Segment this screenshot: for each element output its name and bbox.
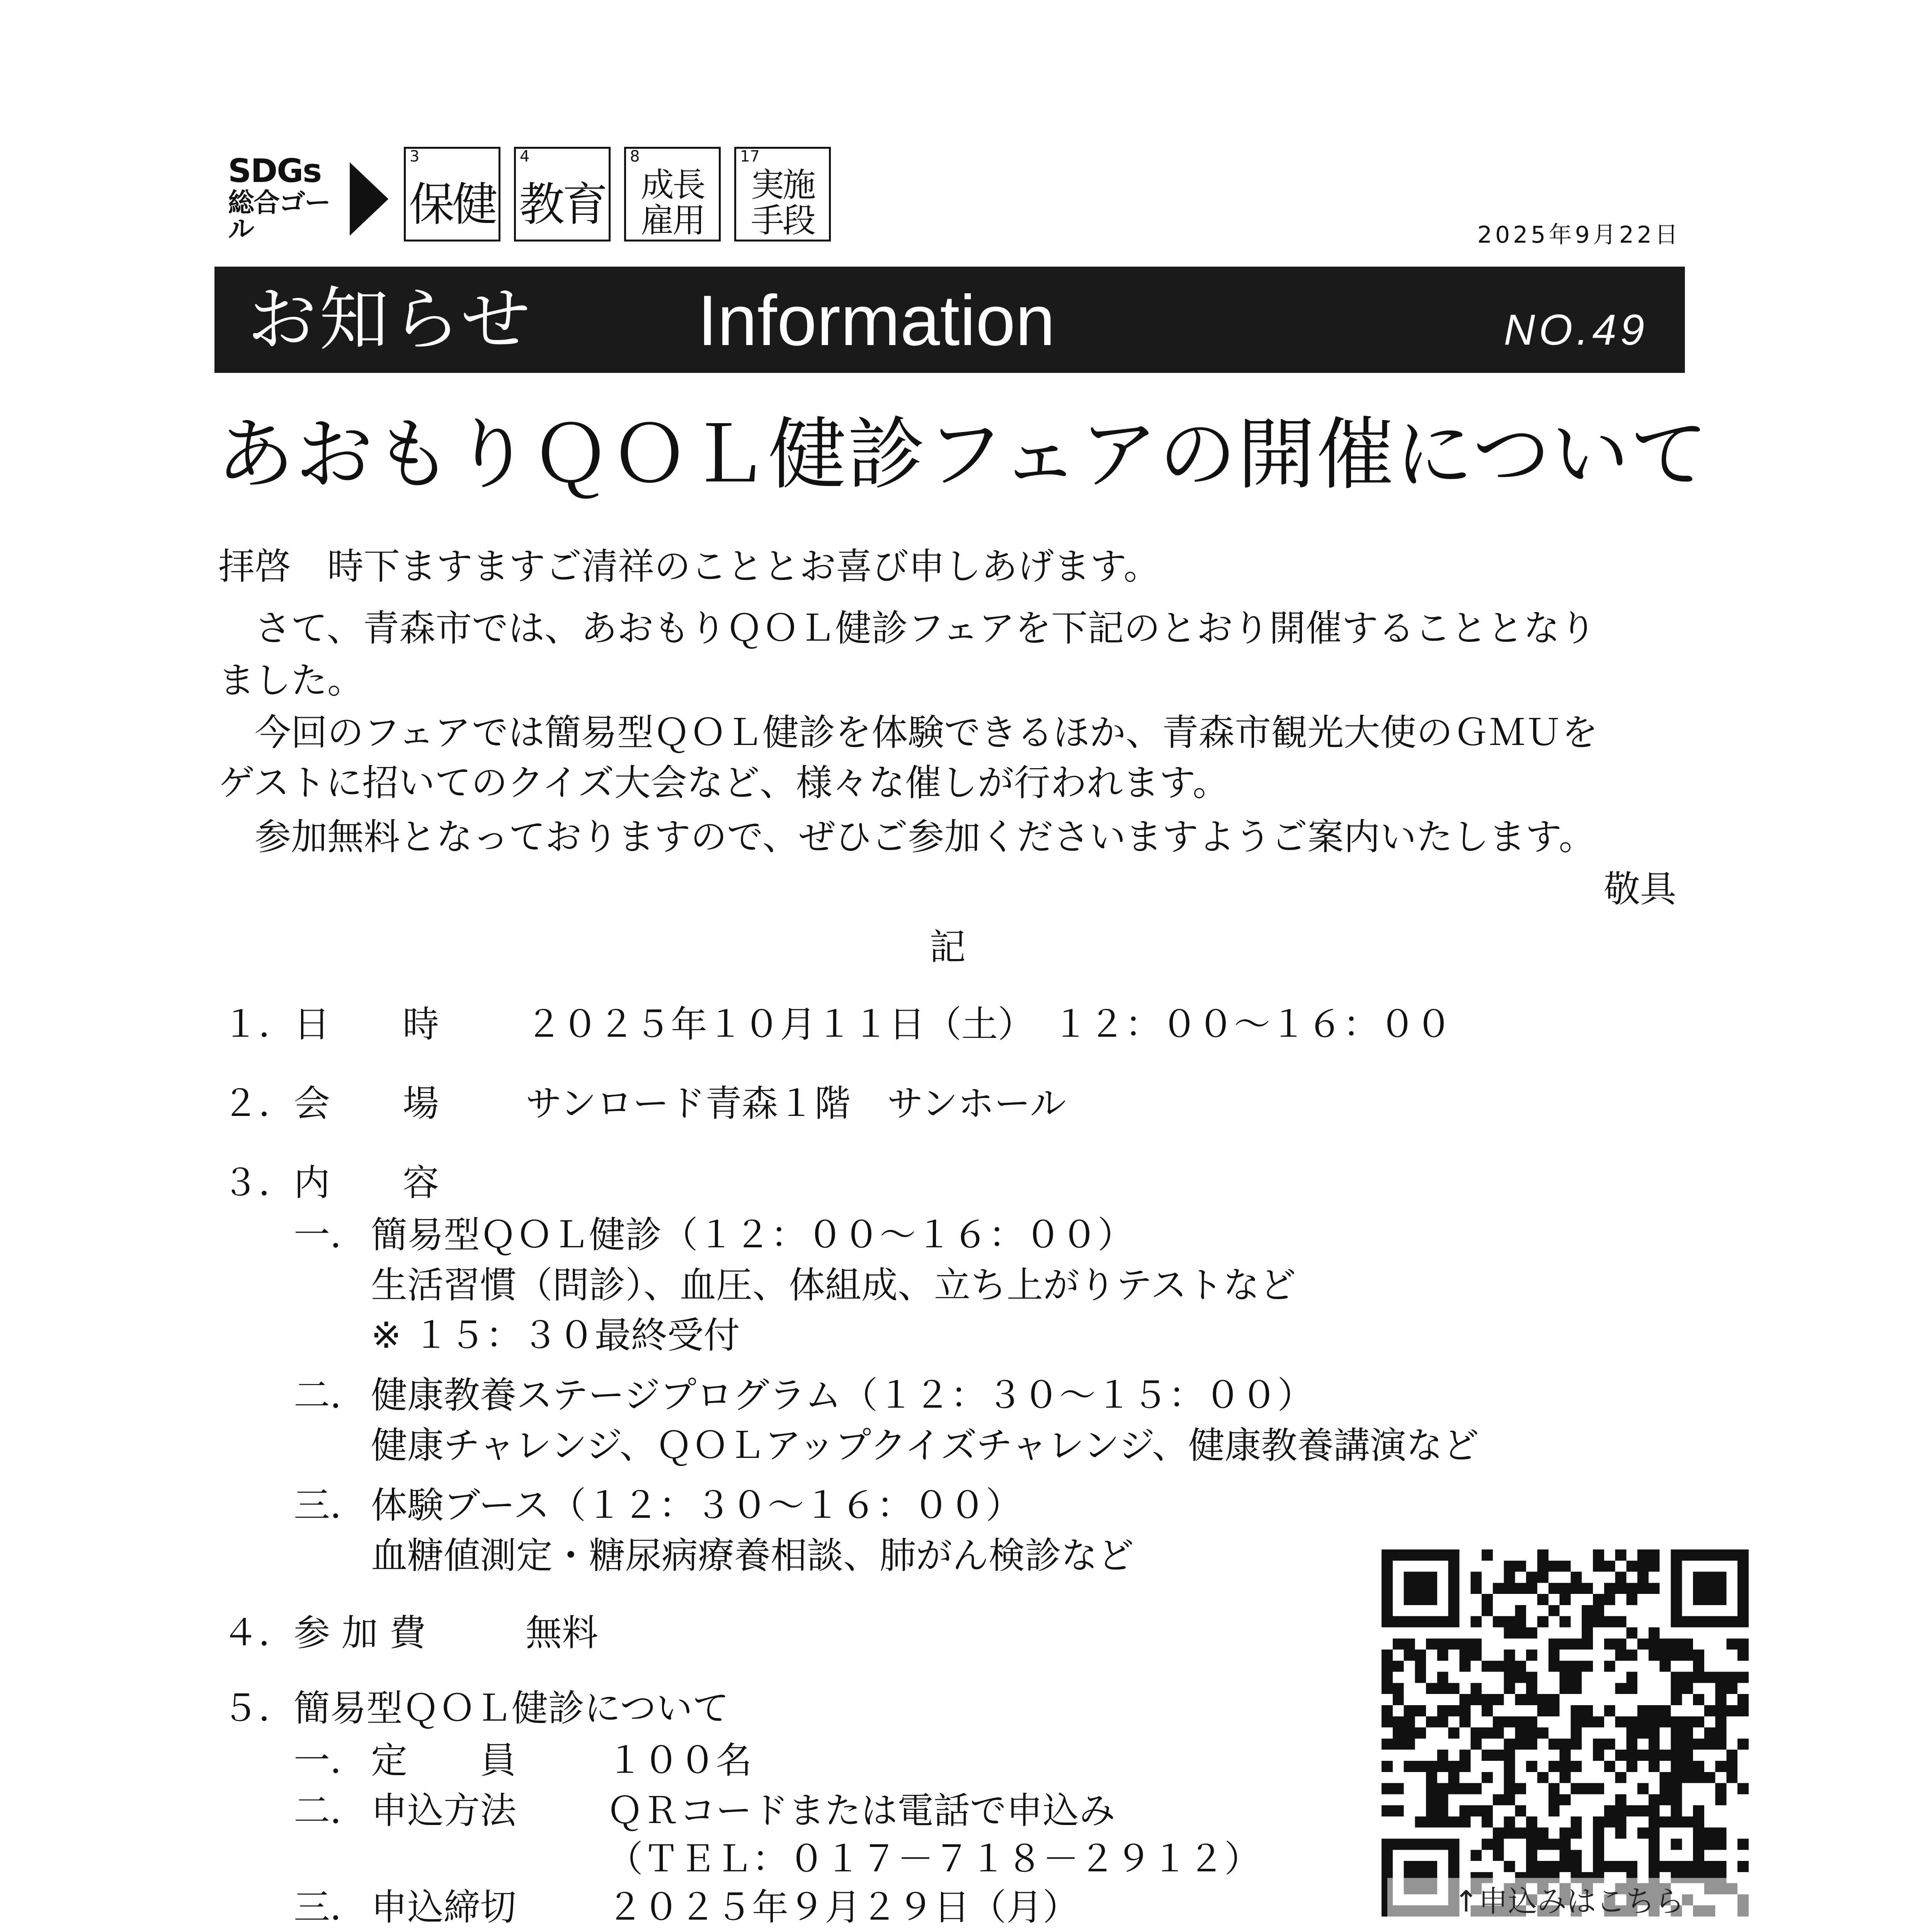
qr-code[interactable]	[1382, 1549, 1749, 1917]
info-banner	[214, 267, 1685, 373]
goal-text: 教育	[519, 178, 606, 231]
sub-item-value: ２０２５年９月２９日（月）	[607, 1886, 1079, 1929]
goal-text	[626, 167, 719, 238]
sub-item-number: 二．	[294, 1790, 367, 1832]
sdgs-label-line1: SDGs	[228, 152, 322, 190]
sub-item-detail: 健康チャレンジ、ＱＯＬアップクイズチャレンジ、健康教養講演など	[371, 1425, 1479, 1467]
sub-item-label: 申込締切	[371, 1886, 517, 1929]
greeting-paragraph-line: 今回のフェアでは簡易型ＱＯＬ健診を体験できるほか、青森市観光大使のＧＭＵを	[218, 712, 1598, 754]
item-number: １．	[222, 1003, 295, 1046]
item-value: 無料	[526, 1612, 599, 1654]
goal-text: 保健	[408, 178, 495, 231]
sub-item-phone: （ＴＥＬ：０１７－７１８－２９１２）	[607, 1838, 1261, 1880]
goal-text-line1: 実施	[751, 166, 814, 204]
sub-item-value: １００名	[607, 1740, 752, 1782]
banner-issue-number: NO.49	[1504, 306, 1648, 354]
goal-text	[736, 167, 829, 238]
sub-item-detail: 生活習慣（問診）、血圧、体組成、立ち上がりテストなど	[371, 1264, 1296, 1306]
sub-item-title: 健康教養ステージプログラム（１２：３０～１５：００）	[371, 1374, 1314, 1417]
goal-number: 17	[740, 148, 760, 165]
greeting-opening: 拝啓 時下ますますご清祥のこととお喜び申しあげます。	[218, 546, 1160, 588]
item-number: ４．	[222, 1612, 295, 1654]
item-label: 内 容	[294, 1162, 439, 1204]
greeting-paragraph-line: ました。	[218, 660, 364, 702]
sdgs-label-line2: 総合ゴール	[228, 188, 330, 245]
greeting-closing: 敬具	[1604, 868, 1677, 910]
item-number: ２．	[222, 1083, 295, 1125]
sub-item-number: 三．	[294, 1485, 367, 1527]
goal-text-line2: 手段	[751, 201, 814, 240]
play-arrow-icon	[350, 162, 388, 236]
banner-english: Information	[698, 281, 1055, 361]
item-label: 参 加 費	[294, 1612, 426, 1654]
item-number: ３．	[222, 1162, 295, 1204]
issue-date: 2025年9月22日	[1477, 221, 1681, 248]
ki-mark: 記	[929, 926, 966, 968]
page-title: あおもりＱＯＬ健診フェアの開催について	[216, 409, 1709, 500]
sdgs-goal-badge	[734, 147, 831, 242]
item-value: サンロード青森１階 サンホール	[526, 1083, 1066, 1125]
sdgs-goal-badge	[404, 147, 500, 242]
sub-item-label: 定 員	[371, 1740, 517, 1782]
goal-text-line2: 雇用	[641, 201, 704, 240]
goal-number: 4	[520, 148, 530, 165]
greeting-paragraph-line: 参加無料となっておりますので、ぜひご参加くださいますようご案内いたします。	[218, 816, 1595, 858]
sub-item-number: 二．	[294, 1374, 367, 1417]
sdgs-goal-badge	[624, 147, 721, 242]
item-label: 日 時	[294, 1003, 439, 1046]
sub-item-detail: 血糖値測定・糖尿病療養相談、肺がん検診など	[371, 1535, 1134, 1577]
greeting-paragraph-line: さて、青森市では、あおもりＱＯＬ健診フェアを下記のとおり開催することとなり	[218, 607, 1596, 650]
item-label: 会 場	[294, 1083, 439, 1125]
banner-japanese: お知らせ	[247, 279, 533, 360]
goal-text-line1: 成長	[641, 166, 704, 204]
item-number: ５．	[222, 1687, 295, 1730]
sub-item-note: ※ １５：３０最終受付	[371, 1315, 740, 1357]
sub-item-title: 体験ブース（１２：３０～１６：００）	[371, 1485, 1022, 1527]
sub-item-title: 簡易型ＱＯＬ健診（１２：００～１６：００）	[371, 1214, 1134, 1256]
sub-item-number: 三．	[294, 1886, 367, 1929]
sdgs-label	[228, 152, 344, 245]
sdgs-goal-badge	[514, 147, 611, 242]
item-value: ２０２５年１０月１１日（土） １２：００～１６：００	[526, 1003, 1452, 1046]
sub-item-number: 一．	[294, 1740, 367, 1782]
sub-item-label: 申込方法	[371, 1790, 517, 1832]
greeting-paragraph-line: ゲストに招いてのクイズ大会など、様々な催しが行われます。	[218, 762, 1229, 804]
sub-item-number: 一．	[294, 1214, 367, 1256]
goal-number: 8	[630, 148, 640, 165]
qr-caption: ↑申込みはこちら	[1387, 1878, 1751, 1920]
goal-number: 3	[410, 148, 420, 165]
sub-item-value: ＱＲコードまたは電話で申込み	[607, 1790, 1116, 1832]
item-label: 簡易型ＱＯＬ健診について	[294, 1687, 729, 1730]
